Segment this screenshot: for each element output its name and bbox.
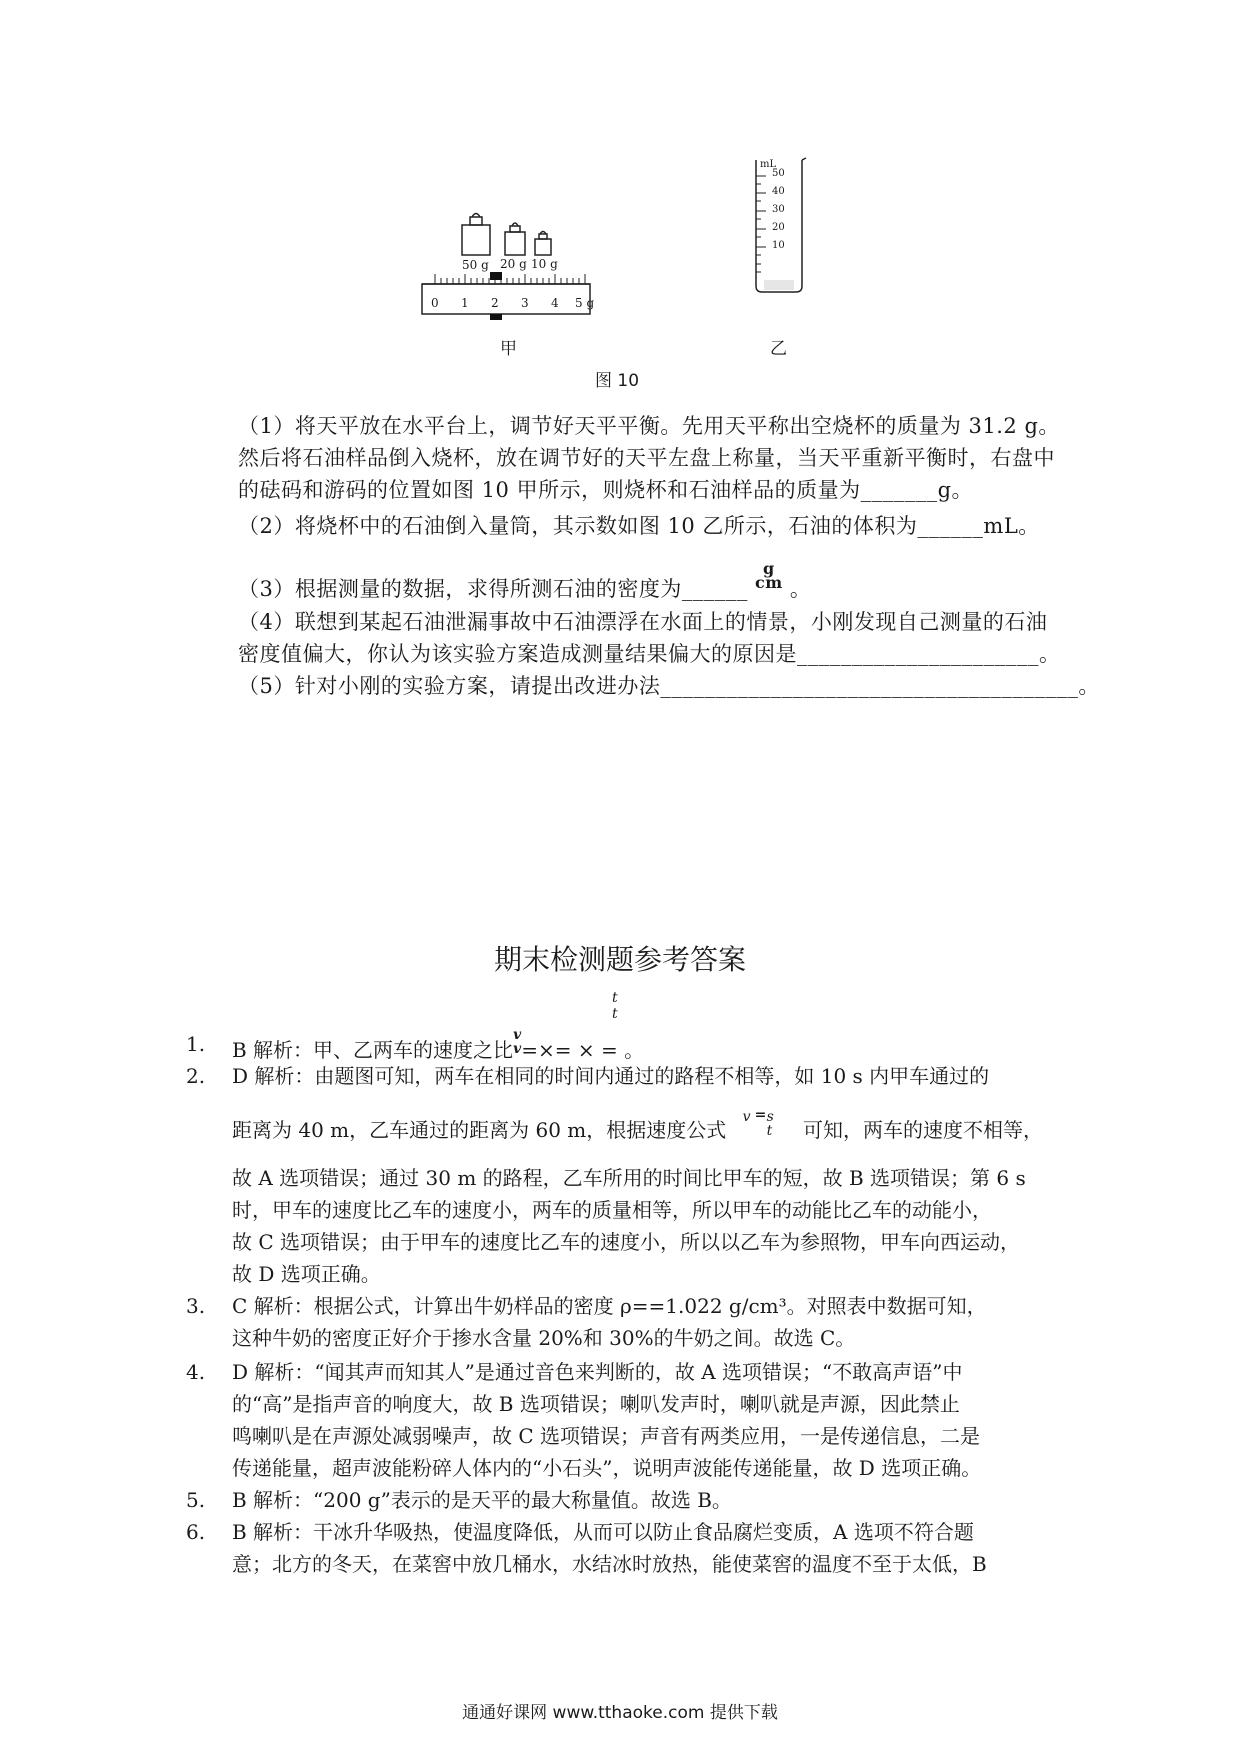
answer-3-number: 3. bbox=[186, 1294, 206, 1318]
footer: 通通好课网 www.tthaoke.com 提供下载 bbox=[462, 1703, 778, 1723]
question-line-7: 密度值偏大，你认为该实验方案造成测量结果偏大的原因是______________________。 bbox=[238, 642, 1061, 666]
question-3-end: 。 bbox=[789, 577, 812, 601]
answer-2-line-2 bbox=[232, 1107, 1043, 1146]
label-jia: 甲 bbox=[500, 339, 517, 359]
question-line-5 bbox=[238, 559, 812, 605]
answer-2-line-2-text: 距离为 40 m，乙车通过的距离为 60 m，根据速度公式 bbox=[232, 1118, 727, 1142]
answer-4-line-2: 的“高”是指声音的响度大，故 B 选项错误；喇叭发声时，喇叭就是声源，因此禁止 bbox=[232, 1392, 960, 1416]
formula-eq: = bbox=[754, 1107, 767, 1123]
unit-g: g bbox=[763, 559, 775, 578]
ruler-tick-4: 4 bbox=[551, 296, 559, 310]
label-yi: 乙 bbox=[770, 339, 787, 359]
question-line-3: 的砝码和游码的位置如图 10 甲所示，则烧杯和石油样品的质量为_______g。 bbox=[238, 478, 974, 502]
answer-1-formula: =×= × = 。 bbox=[521, 1038, 645, 1062]
answer-3-line-1: C 解析：根据公式，计算出牛奶样品的密度 ρ==1.022 g/cm³。对照表中数据可知， bbox=[232, 1294, 987, 1318]
answer-2-line-4: 时，甲车的速度比乙车的速度小，两车的质量相等，所以甲车的动能比乙车的动能小， bbox=[232, 1198, 992, 1222]
answer-1-text: B 解析：甲、乙两车的速度之比 bbox=[232, 1038, 514, 1062]
formula-s: s bbox=[766, 1109, 774, 1125]
cylinder-tick-10: 10 bbox=[772, 240, 785, 251]
weight-label-20g: 20 g bbox=[500, 257, 527, 271]
answer-2-line-2-tail: 可知，两车的速度不相等， bbox=[802, 1118, 1043, 1142]
answer-2-line-1: D 解析：由题图可知，两车在相同的时间内通过的路程不相等，如 10 s 内甲车通过的 bbox=[232, 1064, 990, 1088]
weight-label-50g: 50 g bbox=[462, 258, 489, 272]
answer-2-number: 2. bbox=[186, 1064, 206, 1088]
question-line-2: 然后将石油样品倒入烧杯，放在调节好的天平左盘上称量，当天平重新平衡时，右盘中 bbox=[238, 446, 1055, 470]
answer-4-line-4: 传递能量，超声波能粉碎人体内的“小石头”，说明声波能传递能量，故 D 选项正确。 bbox=[232, 1456, 982, 1480]
answer-4-number: 4. bbox=[186, 1360, 206, 1384]
answer-4-line-1: D 解析：“闻其声而知其人”是通过音色来判断的，故 A 选项错误；“不敢高声语”中 bbox=[232, 1360, 963, 1384]
formula-t: t bbox=[766, 1123, 773, 1139]
answer-2-line-5: 故 C 选项错误；由于甲车的速度比乙车的速度小，所以以乙车为参照物，甲车向西运动， bbox=[232, 1230, 1021, 1254]
ruler-tick-3: 3 bbox=[521, 296, 529, 310]
unit-cm: cm bbox=[755, 573, 783, 592]
cylinder-tick-30: 30 bbox=[772, 204, 785, 215]
ruler-tick-2: 2 bbox=[491, 296, 499, 310]
cylinder-unit: mL bbox=[760, 159, 777, 170]
question-line-6: （4）联想到某起石油泄漏事故中石油漂浮在水面上的情景，小刚发现自己测量的石油 bbox=[238, 610, 1048, 634]
answer-1-t-top: t bbox=[612, 990, 618, 1006]
figure-caption: 图 10 bbox=[595, 371, 640, 391]
question-3-text: （3）根据测量的数据，求得所测石油的密度为______ bbox=[238, 577, 748, 601]
answer-2-line-3: 故 A 选项错误；通过 30 m 的路程，乙车所用的时间比甲车的短，故 B 选项错误；第 6 s bbox=[232, 1166, 1026, 1190]
answer-6-line-1: B 解析：干冰升华吸热，使温度降低，从而可以防止食品腐烂变质，A 选项不符合题 bbox=[232, 1520, 974, 1544]
question-line-8: （5）针对小刚的实验方案，请提出改进办法______________________________________。 bbox=[238, 674, 1100, 698]
page-title: 期末检测题参考答案 bbox=[493, 943, 746, 976]
question-line-4: （2）将烧杯中的石油倒入量筒，其示数如图 10 乙所示，石油的体积为______mL。 bbox=[238, 514, 1040, 538]
answer-6-number: 6. bbox=[186, 1520, 206, 1544]
cylinder-tick-50: 50 bbox=[772, 168, 785, 179]
cylinder-tick-40: 40 bbox=[772, 186, 785, 197]
density-unit-fraction bbox=[755, 559, 783, 592]
v-top: v bbox=[513, 1027, 522, 1043]
answer-6-line-2: 意；北方的冬天，在菜窖中放几桶水，水结冰时放热，能使菜窖的温度不至于太低，B bbox=[232, 1552, 987, 1576]
answer-4-line-3: 鸣喇叭是在声源处减弱噪声，故 C 选项错误；声音有两类应用，一是传递信息，二是 bbox=[232, 1424, 981, 1448]
answer-1-t-bottom: t bbox=[612, 1006, 618, 1022]
ruler-tick-0: 0 bbox=[431, 296, 439, 310]
v-bottom: v bbox=[513, 1041, 522, 1057]
answer-5-number: 5. bbox=[186, 1488, 206, 1512]
answer-3-line-2: 这种牛奶的密度正好介于掺水含量 20%和 30%的牛奶之间。故选 C。 bbox=[232, 1326, 856, 1350]
formula-v: v bbox=[742, 1109, 751, 1125]
answer-2-line-6: 故 D 选项正确。 bbox=[232, 1262, 381, 1286]
weight-label-10g: 10 g bbox=[531, 257, 558, 271]
question-line-1: （1）将天平放在水平台上，调节好天平平衡。先用天平称出空烧杯的质量为 31.2 g。 bbox=[238, 414, 1060, 438]
speed-formula bbox=[733, 1107, 797, 1139]
answer-1-v-ratio bbox=[513, 1028, 521, 1056]
ruler-tick-1: 1 bbox=[461, 296, 469, 310]
answer-5-line-1: B 解析：“200 g”表示的是天平的最大称量值。故选 B。 bbox=[232, 1488, 732, 1512]
answer-1-number: 1. bbox=[186, 1032, 206, 1056]
cylinder-tick-20: 20 bbox=[772, 222, 785, 233]
ruler-tick-5: 5 g bbox=[575, 296, 595, 310]
